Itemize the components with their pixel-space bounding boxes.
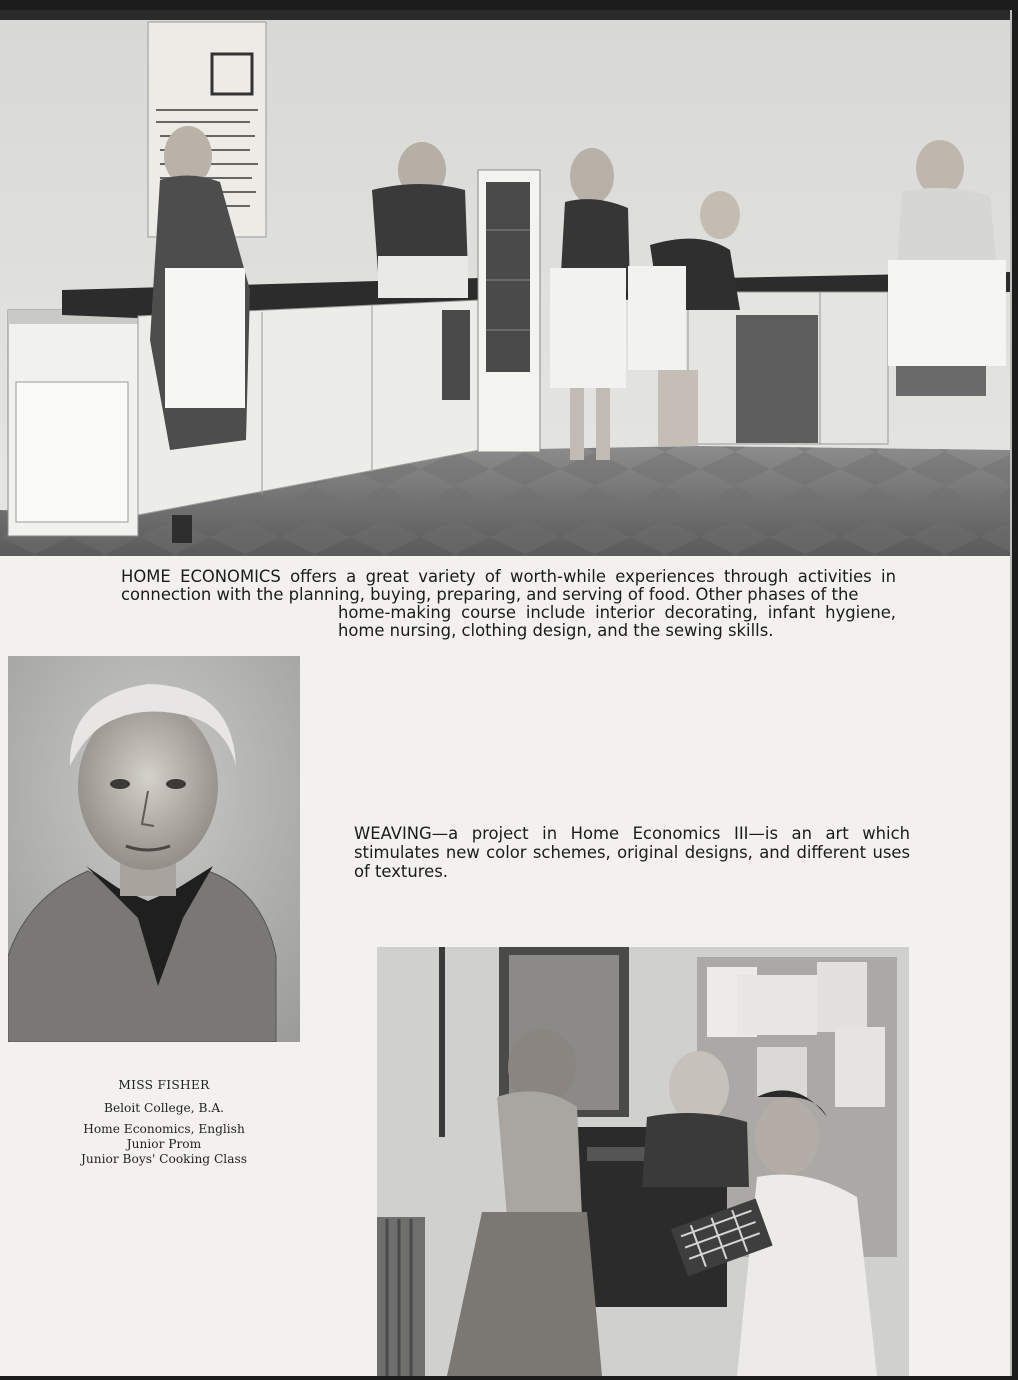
home-economics-caption-line: HOME ECONOMICS offers a great variety of worth-while experiences through activities in xyxy=(121,567,896,586)
home-economics-caption-line: home-making course include interior decorating, infant hygiene, xyxy=(338,603,896,622)
teacher-degree: Beloit College, B.A. xyxy=(103,1101,224,1115)
home-economics-caption-line: home nursing, clothing design, and the sewing skills. xyxy=(338,621,774,640)
weaving-caption-line: stimulates new color schemes, original designs, and different uses xyxy=(354,843,910,862)
weaving-caption-line: WEAVING—a project in Home Economics III—is an art which xyxy=(354,824,910,843)
yearbook-page xyxy=(0,10,1012,1376)
weaving-caption-line: of textures. xyxy=(354,862,448,881)
weaving-photo-illustration xyxy=(377,947,909,1376)
teacher-activity: Junior Boys' Cooking Class xyxy=(81,1152,247,1166)
teacher-subjects: Home Economics, English xyxy=(83,1122,245,1136)
kitchen-photo xyxy=(0,10,1010,556)
teacher-portrait-illustration xyxy=(8,656,300,1042)
kitchen-photo-illustration xyxy=(0,10,1010,556)
weaving-photo xyxy=(377,947,909,1376)
home-economics-caption-line: connection with the planning, buying, preparing, and serving of food. Other phases of the xyxy=(121,585,859,604)
teacher-activity: Junior Prom xyxy=(126,1137,202,1151)
teacher-portrait-photo xyxy=(8,656,300,1042)
teacher-info xyxy=(40,1078,288,1167)
teacher-name: MISS FISHER xyxy=(118,1078,210,1092)
